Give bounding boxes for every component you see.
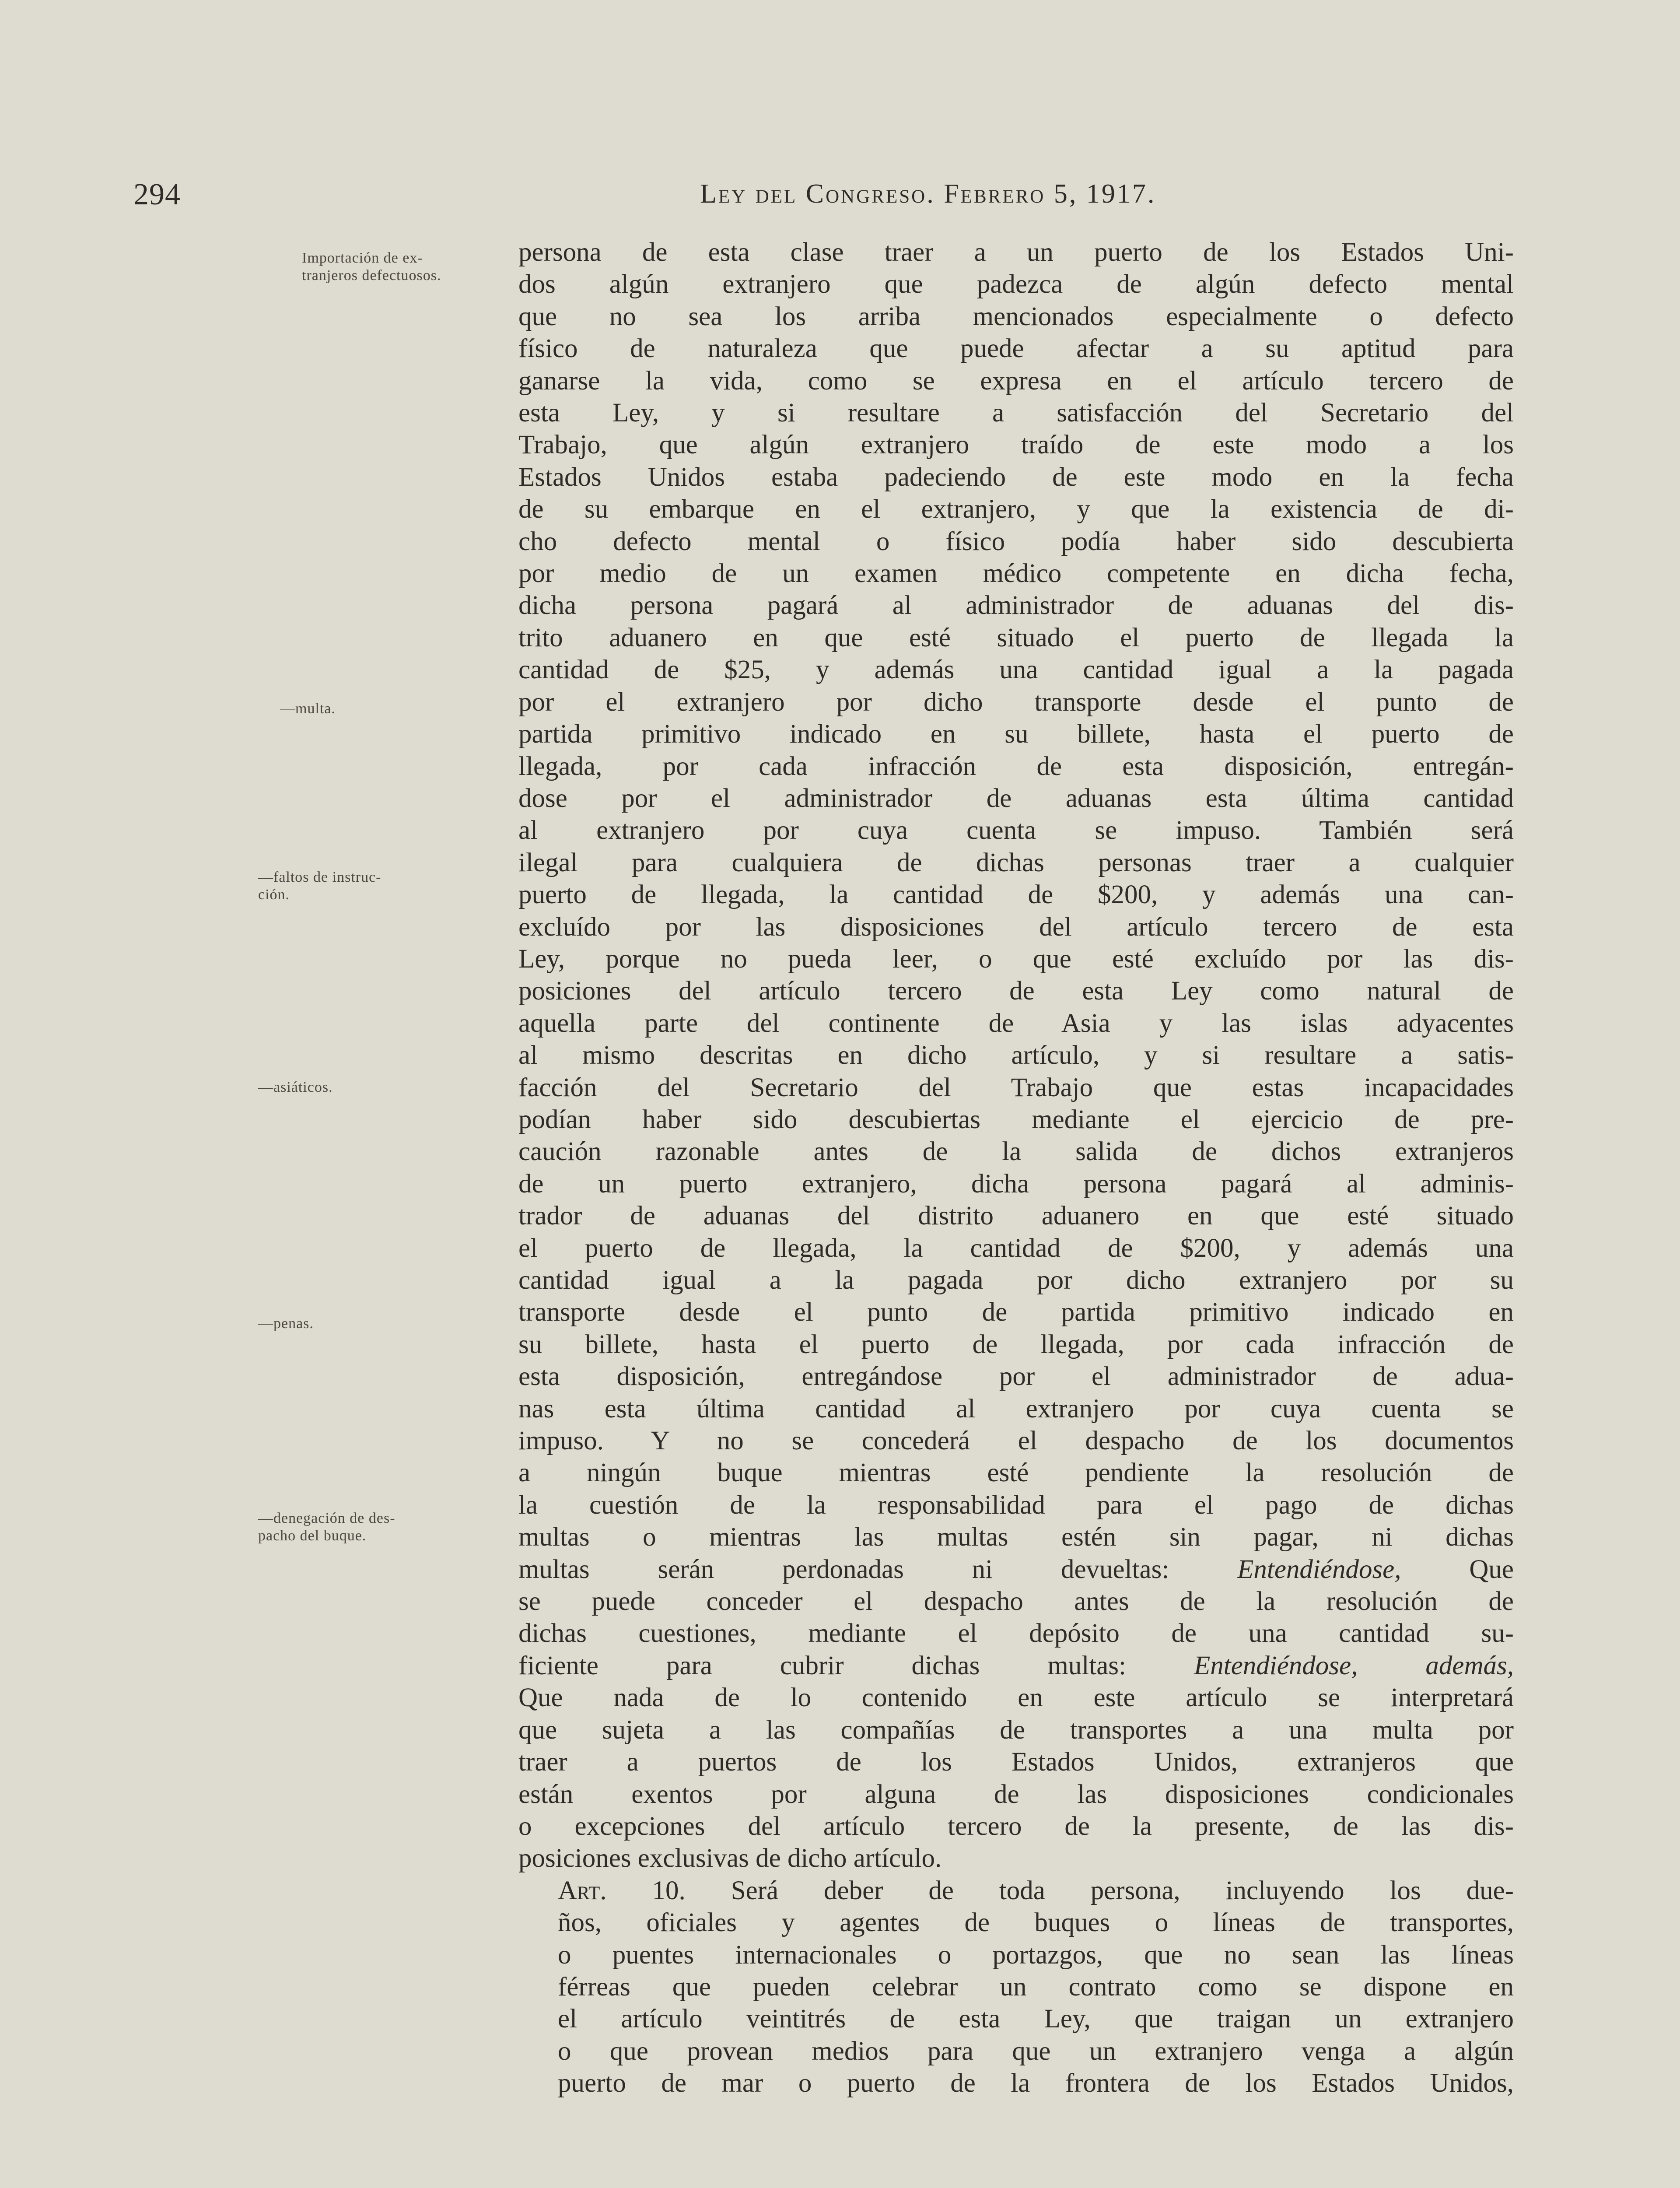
text-line: trador de aduanas del distrito aduanero en que esté situado bbox=[518, 1201, 1514, 1231]
text-line: al mismo descritas en dicho artículo, y si resultare a satis- bbox=[518, 1041, 1514, 1070]
text-line: nas esta última cantidad al extranjero por cuya cuenta se bbox=[518, 1394, 1514, 1424]
text-line: aquella parte del continente de Asia y las islas adyacentes bbox=[518, 1008, 1514, 1038]
text-line: que no sea los arriba mencionados especialmente o defecto bbox=[518, 302, 1514, 331]
text-line: traer a puertos de los Estados Unidos, extranjeros que bbox=[518, 1747, 1514, 1777]
margin-note-line: —denegación de des- bbox=[258, 1510, 396, 1526]
margin-note-line: ción. bbox=[258, 887, 290, 903]
text-line: facción del Secretario del Trabajo que estas incapacidades bbox=[518, 1073, 1514, 1102]
text-line: por el extranjero por dicho transporte desde el punto de bbox=[518, 687, 1514, 717]
text-line: podían haber sido descubiertas mediante el ejercicio de pre- bbox=[518, 1105, 1514, 1134]
text-run: ficiente para cubrir dichas multas: bbox=[518, 1651, 1194, 1680]
text-line: ganarse la vida, como se expresa en el artículo tercero de bbox=[518, 366, 1514, 396]
text-line: Que nada de lo contenido en este artículo se interpretará bbox=[518, 1683, 1514, 1713]
text-line: caución razonable antes de la salida de dichos extranjeros bbox=[518, 1137, 1514, 1167]
text-line: Estados Unidos estaba padeciendo de este modo en la fecha bbox=[518, 462, 1514, 492]
text-line: ños, oficiales y agentes de buques o líneas de transportes, bbox=[558, 1908, 1514, 1938]
margin-note-line: —faltos de instruc- bbox=[258, 869, 382, 885]
text-run: multas serán perdonadas ni devueltas: bbox=[518, 1554, 1238, 1584]
text-line: férreas que pueden celebrar un contrato como se dispone en bbox=[558, 1972, 1514, 2002]
text-line: o excepciones del artículo tercero de la presente, de las dis- bbox=[518, 1811, 1514, 1841]
text-line: que sujeta a las compañías de transportes a una multa por bbox=[518, 1715, 1514, 1745]
text-line: cho defecto mental o físico podía haber sido descubierta bbox=[518, 526, 1514, 556]
margin-note-line: —penas. bbox=[258, 1315, 314, 1332]
paragraph-article-10 bbox=[518, 1875, 1514, 2100]
text-line: cantidad igual a la pagada por dicho extranjero por su bbox=[518, 1266, 1514, 1295]
text-line: o que provean medios para que un extranjero venga a algún bbox=[558, 2036, 1514, 2066]
text-line: el puerto de llegada, la cantidad de $200, y además una bbox=[518, 1233, 1514, 1263]
margin-note-denegacion bbox=[258, 1510, 396, 1545]
text-line: dose por el administrador de aduanas esta última cantidad bbox=[518, 783, 1514, 813]
margin-note-line: —multa. bbox=[280, 701, 336, 717]
text-line: ilegal para cualquiera de dichas personas traer a cualquier bbox=[518, 848, 1514, 877]
margin-note-asiaticos bbox=[258, 1079, 333, 1096]
text-line: dichas cuestiones, mediante el depósito de una cantidad su- bbox=[518, 1619, 1514, 1648]
text-line: a ningún buque mientras esté pendiente la resolución de bbox=[518, 1458, 1514, 1488]
italic-term: Entendiéndose, bbox=[1237, 1554, 1401, 1584]
text-line: cantidad de $25, y además una cantidad igual a la pagada bbox=[518, 655, 1514, 685]
text-line: dicha persona pagará al administrador de aduanas del dis- bbox=[518, 591, 1514, 621]
text-line: puerto de llegada, la cantidad de $200, y además una can- bbox=[518, 880, 1514, 910]
text-line: impuso. Y no se concederá el despacho de los documentos bbox=[518, 1426, 1514, 1456]
margin-note-line: —asiáticos. bbox=[258, 1079, 333, 1095]
paragraph-article-9 bbox=[518, 236, 1514, 1875]
article-text bbox=[518, 236, 1514, 2100]
text-line: persona de esta clase traer a un puerto de los Estados Uni- bbox=[518, 238, 1514, 267]
margin-note-penas bbox=[258, 1315, 314, 1332]
text-line: su billete, hasta el puerto de llegada, por cada infracción de bbox=[518, 1329, 1514, 1359]
text-line: al extranjero por cuya cuenta se impuso. También será bbox=[518, 816, 1514, 845]
margin-note-line: tranjeros defectuosos. bbox=[302, 267, 441, 284]
italic-term: Entendiéndose, además, bbox=[1194, 1651, 1514, 1680]
text-line: trito aduanero en que esté situado el puerto de llegada la bbox=[518, 623, 1514, 652]
text-line: esta disposición, entregándose por el administrador de adua- bbox=[518, 1362, 1514, 1392]
text-line bbox=[518, 1553, 1514, 1585]
text-line: de un puerto extranjero, dicha persona pagará al adminis- bbox=[518, 1169, 1514, 1199]
text-run: Que bbox=[1401, 1554, 1514, 1584]
running-head: Ley del Congreso. Febrero 5, 1917. bbox=[700, 179, 1156, 209]
text-line bbox=[518, 1875, 1514, 1907]
margin-note-line: Importación de ex- bbox=[302, 250, 423, 266]
margin-note-importacion bbox=[302, 249, 441, 284]
text-line: el artículo veintitrés de esta Ley, que traigan un extranjero bbox=[558, 2004, 1514, 2034]
text-run: Será deber de toda persona, incluyendo los due- bbox=[685, 1876, 1514, 1905]
page-number: 294 bbox=[133, 178, 181, 211]
margin-note-line: pacho del buque. bbox=[258, 1528, 367, 1544]
article-label: Art. 10. bbox=[558, 1876, 686, 1905]
text-line: posiciones exclusivas de dicho artículo. bbox=[518, 1844, 942, 1873]
text-line: transporte desde el punto de partida primitivo indicado en bbox=[518, 1297, 1514, 1327]
text-line: llegada, por cada infracción de esta disposición, entregán- bbox=[518, 751, 1514, 781]
text-line: la cuestión de la responsabilidad para el pago de dichas bbox=[518, 1490, 1514, 1520]
text-line: de su embarque en el extranjero, y que la existencia de di- bbox=[518, 494, 1514, 524]
margin-note-multa bbox=[280, 700, 336, 718]
text-line: puerto de mar o puerto de la frontera de los Estados Unidos, bbox=[558, 2069, 1514, 2098]
text-line: se puede conceder el despacho antes de la resolución de bbox=[518, 1587, 1514, 1616]
text-line: Ley, porque no pueda leer, o que esté excluído por las dis- bbox=[518, 944, 1514, 974]
text-line: físico de naturaleza que puede afectar a su aptitud para bbox=[518, 334, 1514, 364]
text-line: Trabajo, que algún extranjero traído de este modo a los bbox=[518, 430, 1514, 460]
text-line: partida primitivo indicado en su billete, hasta el puerto de bbox=[518, 719, 1514, 749]
text-line: dos algún extranjero que padezca de algún defecto mental bbox=[518, 270, 1514, 299]
text-line bbox=[518, 1650, 1514, 1682]
text-line: posiciones del artículo tercero de esta Ley como natural de bbox=[518, 976, 1514, 1006]
margin-note-faltos bbox=[258, 869, 382, 904]
text-line: están exentos por alguna de las disposiciones condicionales bbox=[518, 1779, 1514, 1809]
text-line: esta Ley, y si resultare a satisfacción del Secretario del bbox=[518, 398, 1514, 428]
text-line: multas o mientras las multas estén sin pagar, ni dichas bbox=[518, 1522, 1514, 1552]
text-line: o puentes internacionales o portazgos, que no sean las líneas bbox=[558, 1940, 1514, 1970]
text-line: excluído por las disposiciones del artículo tercero de esta bbox=[518, 912, 1514, 942]
text-line: por medio de un examen médico competente en dicha fecha, bbox=[518, 559, 1514, 589]
